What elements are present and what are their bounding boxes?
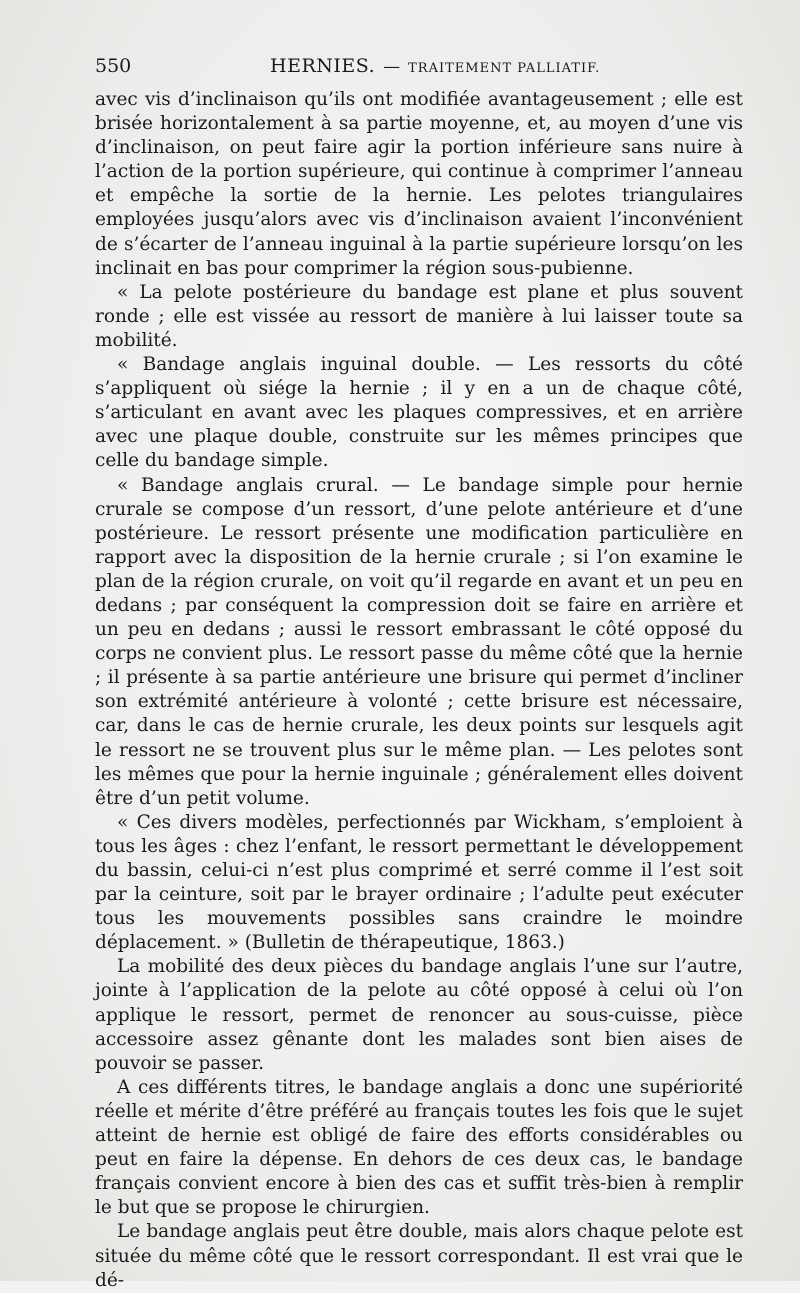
paragraph: avec vis d’inclinaison qu’ils ont modifiée avantageusement ; elle est brisée horizontalement à sa partie moyenne, et, au moyen d’une vis d’inclinaison, on peut faire agir la portion inférieure sans nuire à l’action de la portion supérieure, qui continue à comprimer l’anneau et empêche la sortie de la hernie. Les pelotes triangulaires employées jusqu’alors avec vis d’inclinaison avaient l’inconvénient de s’écarter de l’anneau inguinal à la partie supérieure lorsqu’on les inclinait en bas pour comprimer la région sous-pubienne. (95, 89, 743, 279)
paragraph: « Bandage anglais inguinal double. — Les ressorts du côté s’appliquent où siége la hernie ; il y en a un de chaque côté, s’articulant en avant avec les plaques compressives, et en arrière avec une plaque double, construite sur les mêmes principes que celle du bandage simple. (95, 354, 743, 472)
paragraph: A ces différents titres, le bandage anglais a donc une supériorité réelle et mérite d’être préféré au français toutes les fois que le sujet atteint de hernie est obligé de faire des efforts considérables ou peut en faire la dépense. En dehors de ces deux cas, le bandage français convient encore à bien des cas et suffit très-bien à remplir le but que se propose le chirurgien. (95, 1076, 743, 1219)
running-subtitle: TRAITEMENT PALLIATIF. (408, 61, 601, 76)
page-number: 550 (95, 55, 132, 77)
paragraph: « Ces divers modèles, perfectionnés par Wickham, s’emploient à tous les âges : chez l’enfant, le ressort permettant le développement du bassin, celui-ci n’est plus comprimé et serré comme il l’est soit par la ceinture, soit par le brayer ordinaire ; l’adulte peut exécuter tous les mouvements possibles sans craindre le moindre déplacement. » (Bulletin de thérapeutique, 1863.) (95, 811, 743, 954)
body-text (95, 88, 743, 1293)
paragraph: « La pelote postérieure du bandage est plane et plus souvent ronde ; elle est vissée au ressort de manière à lui laisser toute sa mobilité. (95, 281, 743, 351)
running-title: HERNIES. (270, 55, 376, 77)
running-dash: — (383, 57, 401, 77)
paragraph: « Bandage anglais crural. — Le bandage simple pour hernie crurale se compose d’un ressort, d’une pelote antérieure et d’une postérieure. Le ressort présente une modification particulière en rapport avec la disposition de la hernie crurale ; si l’on examine le plan de la région crurale, on voit qu’il regarde en avant et un peu en dedans ; par conséquent la compression doit se faire en arrière et un peu en dedans ; aussi le ressort embrassant le côté opposé du corps ne convient plus. Le ressort passe du même côté que la hernie ; il présente à sa partie antérieure une brisure qui permet d’incliner son extrémité antérieure à volonté ; cette brisure est nécessaire, car, dans le cas de hernie crurale, les deux points sur lesquels agit le ressort ne se trouvent plus sur le même plan. — Les pelotes sont les mêmes que pour la hernie inguinale ; généralement elles doivent être d’un petit volume. (95, 474, 743, 809)
paragraph: Le bandage anglais peut être double, mais alors chaque pelote est située du même côté que le ressort correspondant. Il est vrai que le dé- (95, 1221, 743, 1291)
paragraph: La mobilité des deux pièces du bandage anglais l’une sur l’autre, jointe à l’application de la pelote au côté opposé à celui où l’on applique le ressort, permet de renoncer au sous-cuisse, pièce accessoire assez gênante dont les malades sont bien aises de pouvoir se passer. (95, 956, 743, 1074)
running-header (95, 55, 745, 77)
